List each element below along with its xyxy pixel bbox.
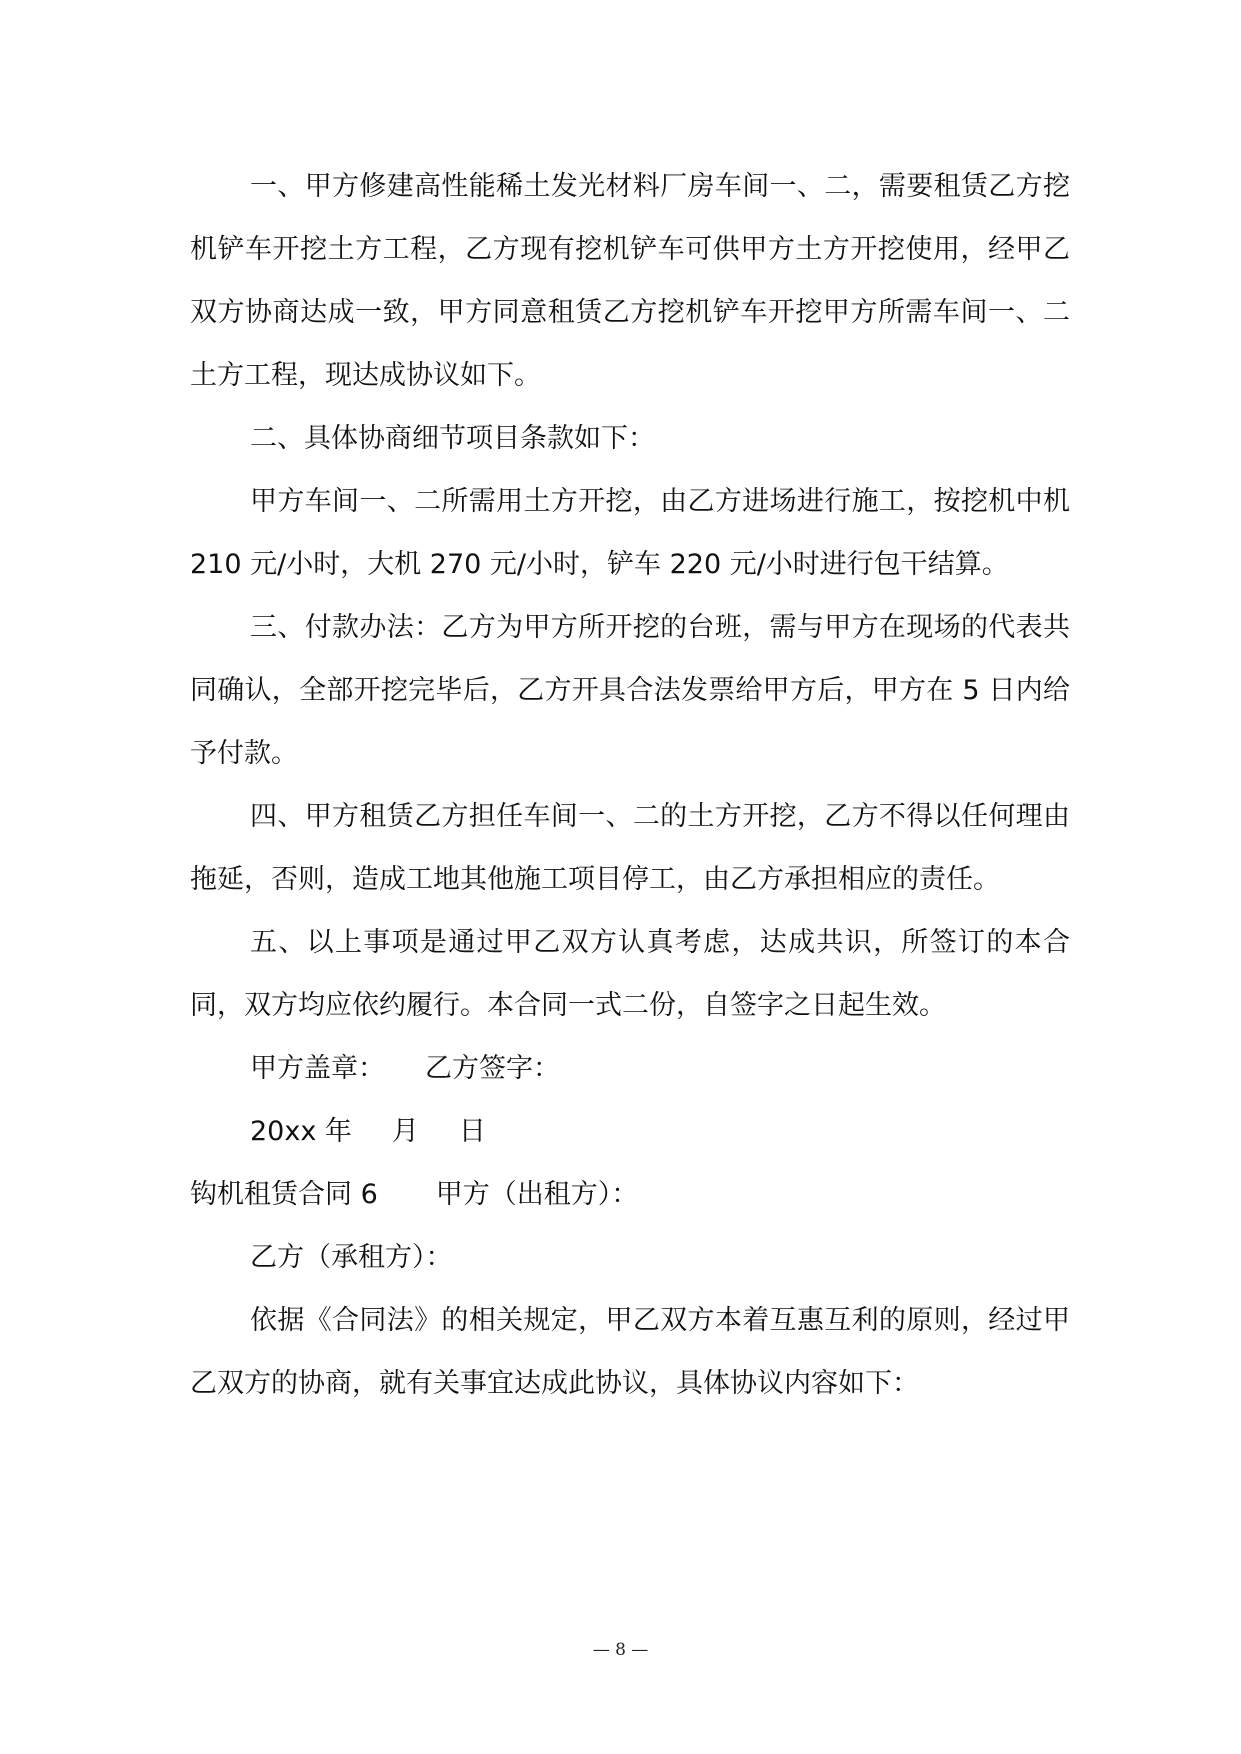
- date-day: 日: [458, 1116, 486, 1147]
- contract-6-party-a: 甲方（出租方）：: [435, 1179, 639, 1210]
- party-b-sign-label: 乙方签字：: [425, 1053, 560, 1084]
- clause-4-paragraph: 四、甲方租赁乙方担任车间一、二的土方开挖，乙方不得以任何理由拖延，否则，造成工地其他施工项目停工，由乙方承担相应的责任。: [190, 801, 1070, 895]
- contract-6-title-line: [190, 1163, 1070, 1226]
- clause-5-paragraph: 五、以上事项是通过甲乙双方认真考虑，达成共识，所签订的本合同，双方均应依约履行。本合同一式二份，自签字之日起生效。: [190, 927, 1070, 1021]
- date-month: 月: [391, 1116, 419, 1147]
- body-text: [190, 155, 1070, 1415]
- signature-line: [190, 1037, 1070, 1100]
- party-a-seal-label: 甲方盖章：: [250, 1053, 385, 1084]
- clause-3-payment-paragraph: 三、付款办法：乙方为甲方所开挖的台班，需与甲方在现场的代表共同确认，全部开挖完毕后，乙方开具合法发票给甲方后，甲方在 5 日内给予付款。: [190, 612, 1070, 769]
- clause-2-heading: 二、具体协商细节项目条款如下：: [250, 423, 655, 454]
- page-number: — 8 —: [592, 1640, 649, 1660]
- date-line: [190, 1100, 1070, 1163]
- clause-2-detail-paragraph: 甲方车间一、二所需用土方开挖，由乙方进场进行施工，按挖机中机 210 元/小时，大机 270 元/小时，铲车 220 元/小时进行包干结算。: [190, 486, 1070, 580]
- clause-1-paragraph: 一、甲方修建高性能稀土发光材料厂房车间一、二，需要租赁乙方挖机铲车开挖土方工程，乙方现有挖机铲车可供甲方土方开挖使用，经甲乙双方协商达成一致，甲方同意租赁乙方挖机铲车开挖甲方所需车间一、二土方工程，现达成协议如下。: [190, 171, 1070, 391]
- contract-6-intro-paragraph: 依据《合同法》的相关规定，甲乙双方本着互惠互利的原则，经过甲乙双方的协商，就有关事宜达成此协议，具体协议内容如下：: [190, 1305, 1070, 1399]
- contract-6-party-b: 乙方（承租方）：: [250, 1242, 453, 1273]
- date-year: 20xx 年: [250, 1116, 352, 1147]
- contract-6-title: 钩机租赁合同 6: [190, 1179, 378, 1210]
